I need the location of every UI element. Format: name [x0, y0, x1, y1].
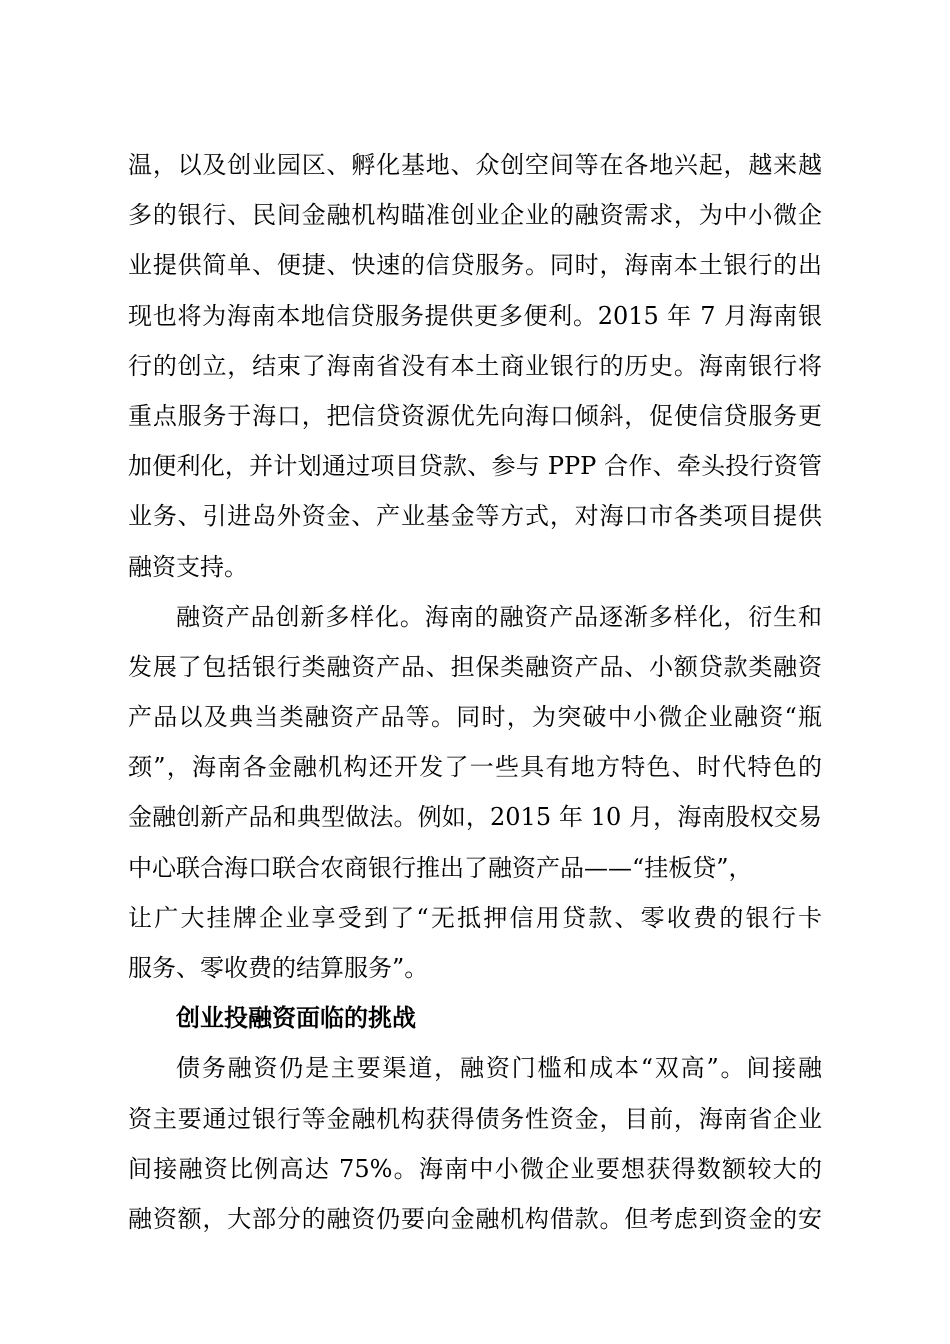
paragraph-line: 金融创新产品和典型做法。例如，2015 年 10 月，海南股权交易	[128, 803, 822, 832]
paragraph-line: 业提供简单、便捷、快速的信贷服务。同时，海南本土银行的出	[128, 251, 822, 280]
paragraph-line: 服务、零收费的结算服务”。	[128, 954, 429, 982]
paragraph-line: 让广大挂牌企业享受到了“无抵押信用贷款、零收费的银行卡	[128, 903, 822, 932]
paragraph-line: 中心联合海口联合农商银行推出了融资产品——“挂板贷”，	[128, 853, 753, 882]
paragraph-line: 债务融资仍是主要渠道，融资门槛和成本“双高”。间接融	[176, 1054, 822, 1083]
paragraph-line: 行的创立，结束了海南省没有本土商业银行的历史。海南银行将	[128, 351, 822, 380]
paragraph-line: 发展了包括银行类融资产品、担保类融资产品、小额贷款类融资	[128, 652, 822, 681]
paragraph-line: 资主要通过银行等金融机构获得债务性资金，目前，海南省企业	[128, 1104, 822, 1133]
paragraph-line: 现也将为海南本地信贷服务提供更多便利。2015 年 7 月海南银	[128, 301, 822, 330]
paragraph-line: 业务、引进岛外资金、产业基金等方式，对海口市各类项目提供	[128, 502, 822, 531]
document-body	[128, 140, 822, 1244]
paragraph-line: 多的银行、民间金融机构瞄准创业企业的融资需求，为中小微企	[128, 201, 822, 230]
paragraph-line: 融资额，大部分的融资仍要向金融机构借款。但考虑到资金的安	[128, 1204, 822, 1233]
paragraph-line: 产品以及典当类融资产品等。同时，为突破中小微企业融资“瓶	[128, 703, 822, 732]
paragraph-line: 间接融资比例高达 75%。海南中小微企业要想获得数额较大的	[128, 1154, 822, 1183]
paragraph-line: 融资产品创新多样化。海南的融资产品逐渐多样化，衍生和	[176, 602, 822, 631]
paragraph-line: 颈”，海南各金融机构还开发了一些具有地方特色、时代特色的	[128, 753, 822, 782]
paragraph-line: 融资支持。	[128, 552, 248, 581]
section-heading: 创业投融资面临的挑战	[176, 1003, 416, 1033]
paragraph-line: 重点服务于海口，把信贷资源优先向海口倾斜，促使信贷服务更	[128, 401, 822, 430]
paragraph-line: 温，以及创业园区、孵化基地、众创空间等在各地兴起，越来越	[128, 151, 822, 179]
paragraph-line: 加便利化，并计划通过项目贷款、参与 PPP 合作、牵头投行资管	[128, 452, 822, 481]
